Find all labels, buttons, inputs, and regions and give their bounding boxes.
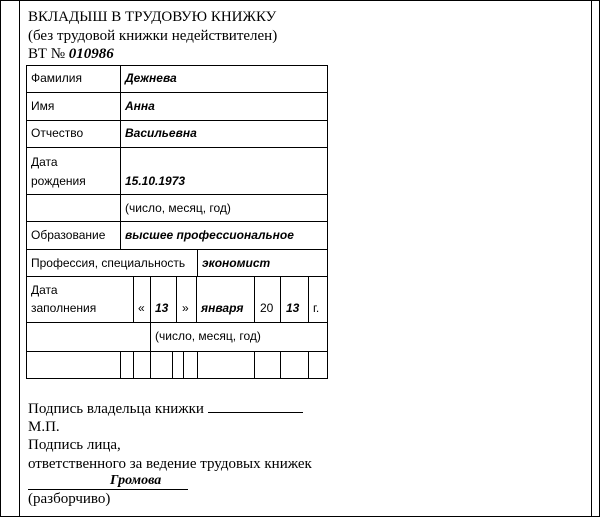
document-subtitle: (без трудовой книжки недействителен) [28, 28, 278, 44]
owner-signature-blank [208, 399, 303, 413]
table-line [254, 351, 255, 378]
table-line [26, 221, 328, 222]
table-line [280, 276, 281, 322]
table-line [26, 249, 328, 250]
table-line [133, 276, 134, 322]
table-line [150, 276, 151, 322]
table-line [172, 351, 173, 378]
table-line [26, 120, 328, 121]
name-value: Анна [125, 99, 155, 113]
table-line [176, 276, 177, 322]
quote-open: « [138, 301, 145, 315]
table-line [197, 249, 198, 276]
patronymic-value: Васильевна [125, 126, 197, 140]
fill-century: 20 [260, 301, 274, 315]
surname-label: Фамилия [31, 71, 82, 85]
fill-year: 13 [286, 301, 300, 315]
table-line [133, 351, 134, 378]
table-line [26, 276, 328, 277]
series-number: 010986 [68, 46, 114, 62]
table-line [150, 351, 151, 378]
table-line [26, 92, 328, 93]
document-title: ВКЛАДЫШ В ТРУДОВУЮ КНИЖКУ [28, 9, 277, 25]
profession-label: Профессия, специальность [31, 256, 186, 270]
table-line [254, 276, 255, 322]
fill-date-hint: (число, месяц, год) [155, 329, 261, 343]
owner-signature-line [28, 399, 303, 418]
stamp-place: М.П. [28, 419, 60, 435]
table-line [308, 276, 309, 322]
fill-day: 13 [155, 301, 169, 315]
legible-note: (разборчиво) [28, 491, 111, 507]
series-number-line [28, 45, 114, 63]
responsible-label-line1: Подпись лица, [28, 437, 121, 453]
frame-left-margin [0, 0, 20, 517]
table-line [26, 65, 328, 66]
table-line [197, 351, 198, 378]
table-line [308, 351, 309, 378]
table-line [26, 65, 27, 378]
table-line [26, 147, 328, 148]
year-suffix: г. [313, 301, 320, 315]
education-value: высшее профессиональное [125, 228, 294, 242]
fill-date-label-line1: Дата [31, 283, 58, 297]
responsible-label-line2: ответственного за ведение трудовых книжек [28, 456, 312, 472]
fill-date-label-line2: заполнения [31, 301, 97, 315]
patronymic-label: Отчество [31, 126, 84, 140]
birth-label-line1: Дата [31, 155, 58, 169]
table-line [280, 351, 281, 378]
quote-close: » [182, 301, 189, 315]
frame-top-border [0, 0, 600, 1]
table-line [120, 65, 121, 249]
table-line [26, 351, 328, 352]
table-line [183, 351, 184, 378]
education-label: Образование [31, 228, 106, 242]
table-line [120, 351, 121, 378]
surname-value: Дежнева [125, 71, 177, 85]
table-line [26, 194, 328, 195]
series-label: ВТ № [28, 46, 66, 62]
frame-right-margin [591, 0, 600, 517]
birth-label-line2: рождения [31, 174, 86, 188]
responsible-name: Громова [110, 473, 162, 488]
table-line [26, 322, 328, 323]
table-line [150, 322, 151, 351]
fill-month: января [201, 301, 244, 315]
birth-value: 15.10.1973 [125, 174, 186, 188]
birth-hint: (число, месяц, год) [125, 201, 231, 215]
table-line [26, 378, 328, 379]
table-line [327, 65, 328, 378]
name-label: Имя [31, 99, 55, 113]
profession-value: экономист [202, 256, 271, 270]
table-line [196, 276, 197, 322]
owner-signature-label: Подпись владельца книжки [28, 401, 204, 417]
